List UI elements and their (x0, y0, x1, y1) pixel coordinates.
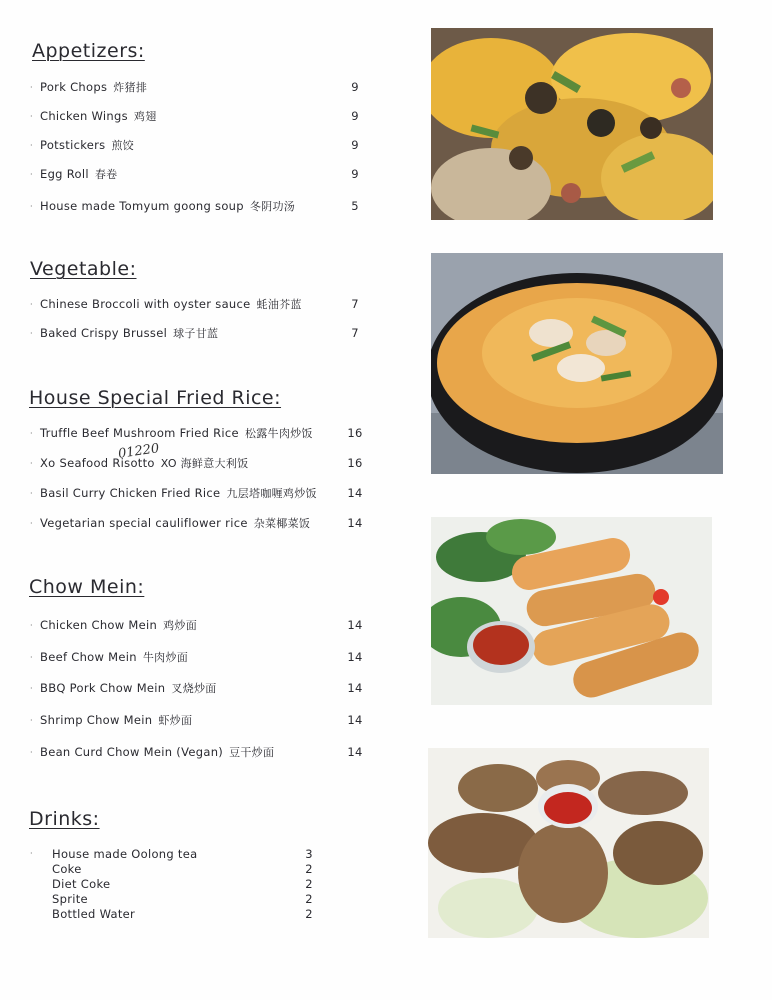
price: 14 (347, 486, 363, 500)
drink-item: Diet Coke 2 (52, 876, 322, 891)
menu-item: · Vegetarian special cauliflower rice 杂菜椰菜饭 14 (30, 516, 363, 530)
price: 2 (305, 891, 313, 906)
menu-item: · Bean Curd Chow Mein (Vegan) 豆干炒面 14 (30, 745, 363, 759)
price: 16 (347, 426, 363, 440)
price: 5 (351, 199, 359, 213)
menu-item: · Chinese Broccoli with oyster sauce 蚝油芥蓝 7 (30, 294, 370, 314)
price: 9 (351, 109, 359, 123)
handwritten-note: 01220 (117, 441, 161, 462)
menu-item: · Xo Seafood Risotto XO 海鲜意大利饭 16 (30, 456, 363, 470)
chicken-wings-photo (428, 748, 709, 938)
menu-item: · House made Tomyum goong soup 冬阴功汤 5 (30, 196, 370, 216)
drinks-heading: Drinks: (29, 808, 100, 830)
drink-item: Bottled Water 2 (52, 906, 322, 921)
menu-item: · Truffle Beef Mushroom Fried Rice 松露牛肉炒饭 16 (30, 426, 363, 440)
price: 14 (347, 681, 363, 695)
menu-item: · Chicken Wings 鸡翅 9 (30, 106, 370, 126)
egg-roll-photo (431, 517, 712, 705)
price: 14 (347, 713, 363, 727)
price: 9 (351, 167, 359, 181)
price: 2 (305, 876, 313, 891)
menu-item: · Potstickers 煎饺 9 (30, 135, 370, 155)
price: 14 (347, 650, 363, 664)
menu-item: · Pork Chops 炸猪排 9 (30, 77, 370, 97)
menu-item: · Basil Curry Chicken Fried Rice 九层塔咖喱鸡炒饭 14 (30, 486, 363, 500)
price: 14 (347, 618, 363, 632)
vegetable-heading: Vegetable: (30, 258, 137, 280)
price: 7 (351, 326, 359, 340)
menu-item: · Baked Crispy Brussel 球子甘蓝 7 (30, 323, 370, 343)
price: 3 (305, 846, 313, 861)
drink-item: Sprite 2 (52, 891, 322, 906)
menu-item: · Egg Roll 春卷 9 (30, 164, 370, 184)
price: 2 (305, 906, 313, 921)
price: 14 (347, 745, 363, 759)
drink-item: · House made Oolong tea 3 (52, 846, 322, 861)
price: 9 (351, 138, 359, 152)
fried-rice-photo (431, 28, 713, 220)
seafood-risotto-photo (431, 253, 723, 474)
fried-rice-heading: House Special Fried Rice: (29, 387, 282, 409)
menu-item: · Chicken Chow Mein 鸡炒面 14 (30, 618, 363, 632)
menu-item: · Shrimp Chow Mein 虾炒面 14 (30, 713, 363, 727)
menu-item: · Beef Chow Mein 牛肉炒面 14 (30, 650, 363, 664)
appetizers-heading: Appetizers: (32, 40, 145, 62)
price: 16 (347, 456, 363, 470)
price: 14 (347, 516, 363, 530)
menu-item: · BBQ Pork Chow Mein 叉烧炒面 14 (30, 681, 363, 695)
drink-item: Coke 2 (52, 861, 322, 876)
price: 2 (305, 861, 313, 876)
chow-mein-heading: Chow Mein: (29, 576, 145, 598)
price: 9 (351, 80, 359, 94)
price: 7 (351, 297, 359, 311)
